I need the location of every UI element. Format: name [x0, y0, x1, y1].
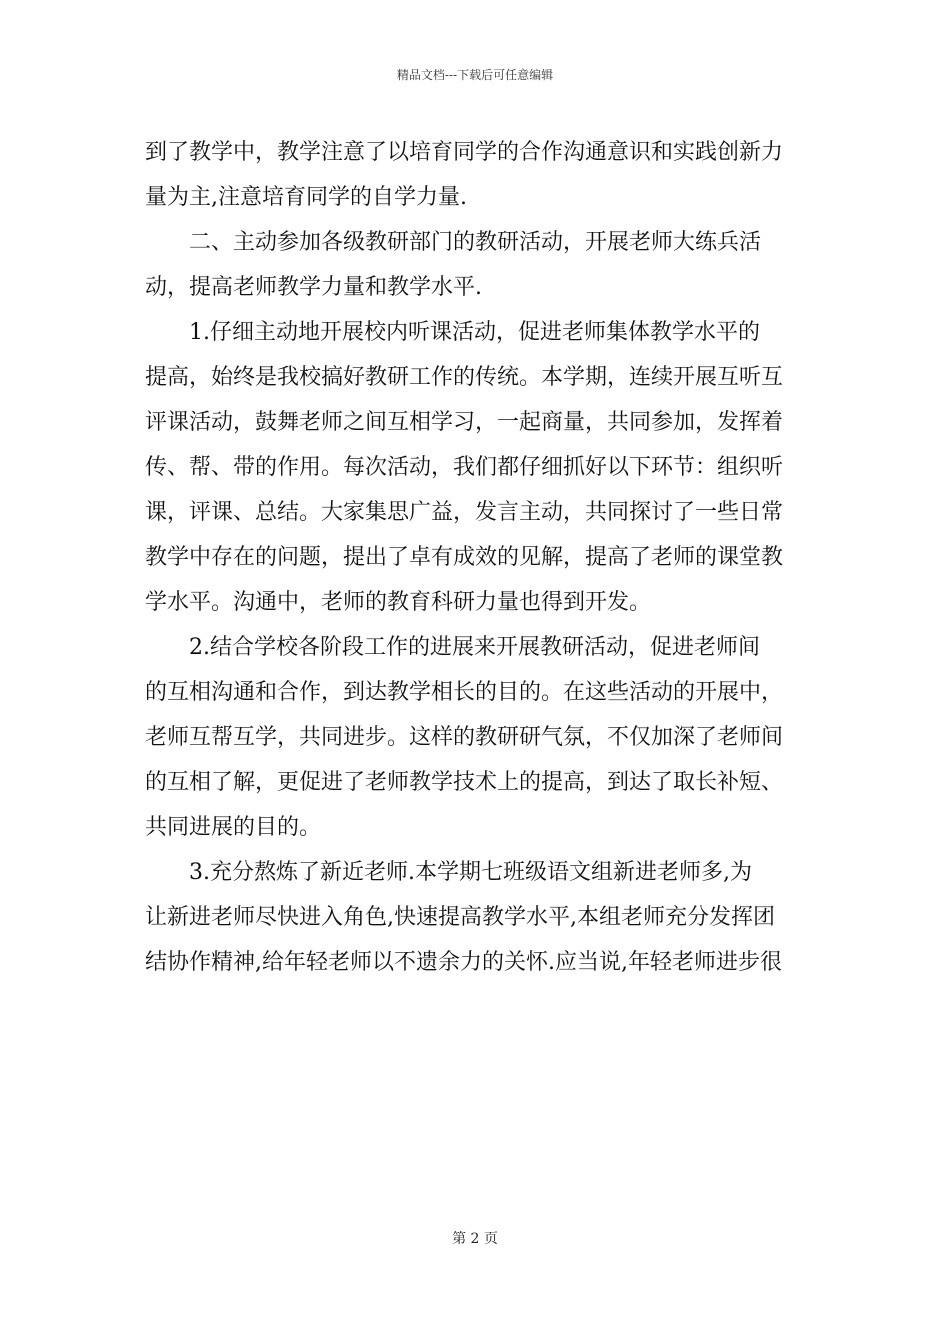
document-body: [145, 130, 810, 985]
text-line: 评课活动，鼓舞老师之间互相学习，一起商量，共同参加，发挥着: [145, 410, 784, 435]
text-line: 1.仔细主动地开展校内听课活动，促进老师集体教学水平的: [189, 320, 760, 345]
text-line: 共同进展的目的。: [145, 815, 322, 840]
text-line: 提高，始终是我校搞好教研工作的传统。本学期，连续开展互听互: [145, 365, 784, 390]
paragraph-item-2: [145, 625, 810, 850]
paragraph-item-1: [145, 310, 810, 625]
text-line: 结协作精神,给年轻老师以不遗余力的关怀.应当说,年轻老师进步很: [145, 950, 782, 975]
paragraph-section-two: [145, 220, 810, 310]
text-line: 2.结合学校各阶段工作的进展来开展教研活动，促进老师间: [189, 635, 760, 660]
text-line: 量为主,注意培育同学的自学力量.: [145, 185, 467, 210]
paragraph-continuation: [145, 130, 810, 220]
paragraph-item-3: [145, 850, 810, 985]
text-line: 3.充分熬炼了新近老师.本学期七班级语文组新进老师多,为: [189, 860, 752, 885]
text-line: 到了教学中，教学注意了以培育同学的合作沟通意识和实践创新力: [145, 140, 784, 165]
page-header: 精品文档---下载后可任意编辑: [396, 68, 554, 82]
text-line: 二、主动参加各级教研部门的教研活动，开展老师大练兵活: [189, 230, 762, 255]
text-line: 课，评课、总结。大家集思广益，发言主动，共同探讨了一些日常: [145, 500, 784, 525]
text-line: 让新进老师尽快进入角色,快速提高教学水平,本组老师充分发挥团: [145, 905, 775, 930]
text-line: 的互相了解，更促进了老师教学技术上的提高，到达了取长补短、: [145, 770, 784, 795]
page-number: 第 2 页: [452, 1231, 498, 1247]
text-line: 教学中存在的问题，提出了卓有成效的见解，提高了老师的课堂教: [145, 545, 784, 570]
text-line: 动，提高老师教学力量和教学水平.: [145, 275, 482, 300]
text-line: 老师互帮互学，共同进步。这样的教研研气氛，不仅加深了老师间: [145, 725, 784, 750]
text-line: 的互相沟通和合作，到达教学相长的目的。在这些活动的开展中，: [145, 680, 784, 705]
text-line: 传、帮、带的作用。每次活动，我们都仔细抓好以下环节：组织听: [145, 455, 784, 480]
text-line: 学水平。沟通中，老师的教育科研力量也得到开发。: [145, 590, 652, 615]
